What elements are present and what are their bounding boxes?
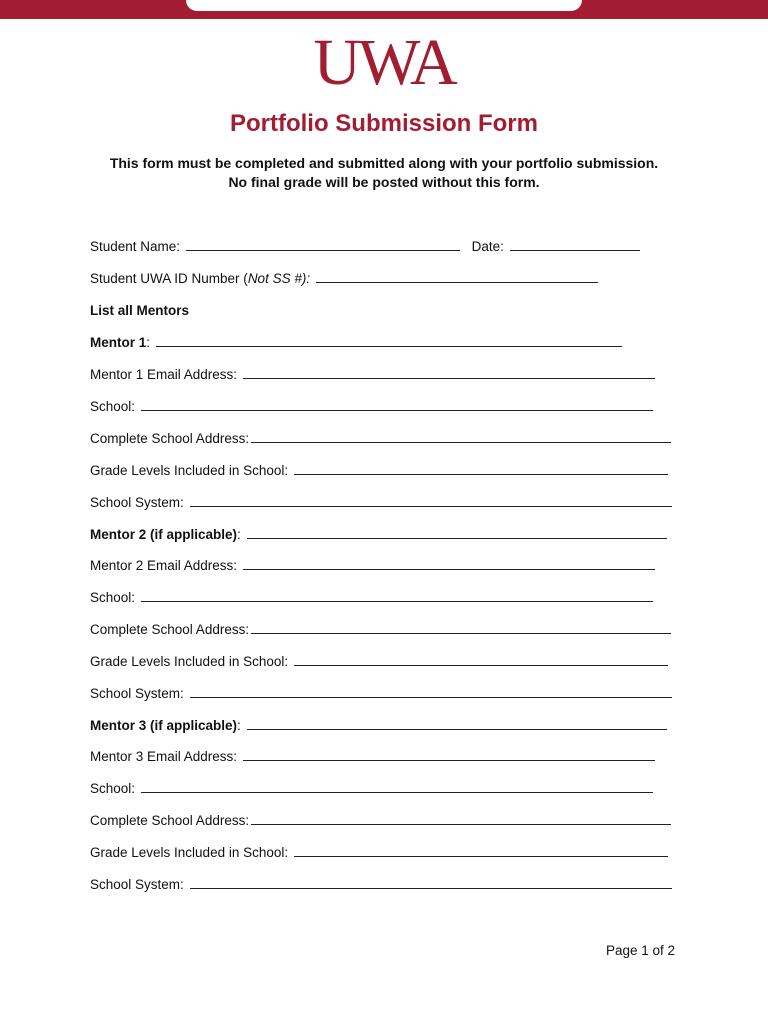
student-name-input[interactable]: [186, 238, 460, 251]
mentor-2-address-field: [90, 621, 671, 639]
mentor-2-address-input[interactable]: [251, 621, 671, 634]
mentor-1-grades-field: [90, 462, 668, 480]
page-number: Page 1 of 2: [605, 943, 675, 958]
header-tab: [186, 0, 582, 11]
mentor-1-name-input[interactable]: [156, 334, 622, 347]
student-id-field: [90, 270, 598, 288]
mentor-2-address-label: Complete School Address:: [90, 622, 250, 637]
date-label: Date:: [471, 239, 504, 254]
mentor-3-name-input[interactable]: [247, 717, 667, 730]
mentor-2-heading: Mentor 2 (if applicable): [90, 527, 238, 542]
mentor-3-address-field: [90, 812, 671, 830]
mentor-3-name-field: Mentor 3 (if applicable):: [90, 717, 667, 735]
mentor-2-grades-input[interactable]: [294, 653, 668, 666]
mentor-2-name-field: Mentor 2 (if applicable):: [90, 526, 667, 544]
mentor-1-name-field: Mentor 1:: [90, 334, 622, 352]
mentor-3-grades-label: Grade Levels Included in School:: [90, 845, 289, 860]
mentor-1-system-input[interactable]: [190, 494, 672, 507]
mentor-1-system-label: School System:: [90, 495, 184, 510]
student-id-label-prefix: Student UWA ID Number (: [90, 271, 248, 286]
mentor-1-address-input[interactable]: [251, 430, 671, 443]
mentor-2-system-input[interactable]: [190, 685, 672, 698]
student-name-field: [90, 238, 640, 256]
page-title: Portfolio Submission Form: [229, 110, 538, 137]
mentor-2-system-label: School System:: [90, 686, 184, 701]
mentor-1-address-label: Complete School Address:: [90, 431, 250, 446]
student-id-input[interactable]: [316, 270, 598, 283]
mentor-1-school-label: School:: [90, 399, 136, 414]
mentor-3-school-input[interactable]: [141, 780, 653, 793]
mentor-2-email-field: [90, 557, 655, 575]
mentor-3-grades-field: [90, 844, 668, 862]
mentor-1-heading: Mentor 1: [90, 335, 147, 350]
intro-text: This form must be completed and submitted along with your portfolio submission. No final grade will be posted without this form.: [109, 155, 659, 190]
mentor-1-school-field: [90, 398, 653, 416]
mentor-3-address-input[interactable]: [251, 812, 671, 825]
mentor-3-address-label: Complete School Address:: [90, 813, 250, 828]
mentor-1-email-input[interactable]: [243, 366, 655, 379]
mentor-1-email-field: [90, 366, 655, 384]
mentor-2-grades-label: Grade Levels Included in School:: [90, 654, 289, 669]
mentor-2-email-label: Mentor 2 Email Address:: [90, 558, 238, 573]
mentor-3-email-field: [90, 748, 655, 766]
mentor-1-grades-input[interactable]: [294, 462, 668, 475]
mentor-3-system-label: School System:: [90, 877, 184, 892]
mentor-3-school-label: School:: [90, 781, 136, 796]
mentor-3-grades-input[interactable]: [294, 844, 668, 857]
uwa-logo: UWA: [313, 26, 455, 99]
mentor-2-name-input[interactable]: [247, 526, 667, 539]
mentor-2-email-input[interactable]: [243, 557, 655, 570]
student-id-label-note: Not SS #):: [247, 271, 311, 286]
date-input[interactable]: [510, 238, 640, 251]
mentor-2-school-input[interactable]: [141, 589, 653, 602]
mentor-2-system-field: [90, 685, 672, 703]
mentor-1-system-field: [90, 494, 672, 512]
mentors-heading: List all Mentors: [90, 303, 190, 318]
mentor-1-address-field: [90, 430, 671, 448]
mentor-1-grades-label: Grade Levels Included in School:: [90, 463, 289, 478]
student-name-label: Student Name:: [90, 239, 181, 254]
mentor-3-school-field: [90, 780, 653, 798]
mentor-2-school-label: School:: [90, 590, 136, 605]
mentor-2-school-field: [90, 589, 653, 607]
mentor-3-email-input[interactable]: [243, 748, 655, 761]
mentor-3-email-label: Mentor 3 Email Address:: [90, 749, 238, 764]
mentor-3-system-input[interactable]: [190, 876, 672, 889]
mentor-3-system-field: [90, 876, 672, 894]
mentor-2-grades-field: [90, 653, 668, 671]
mentor-1-school-input[interactable]: [141, 398, 653, 411]
mentor-1-email-label: Mentor 1 Email Address:: [90, 367, 238, 382]
mentor-3-heading: Mentor 3 (if applicable): [90, 718, 238, 733]
